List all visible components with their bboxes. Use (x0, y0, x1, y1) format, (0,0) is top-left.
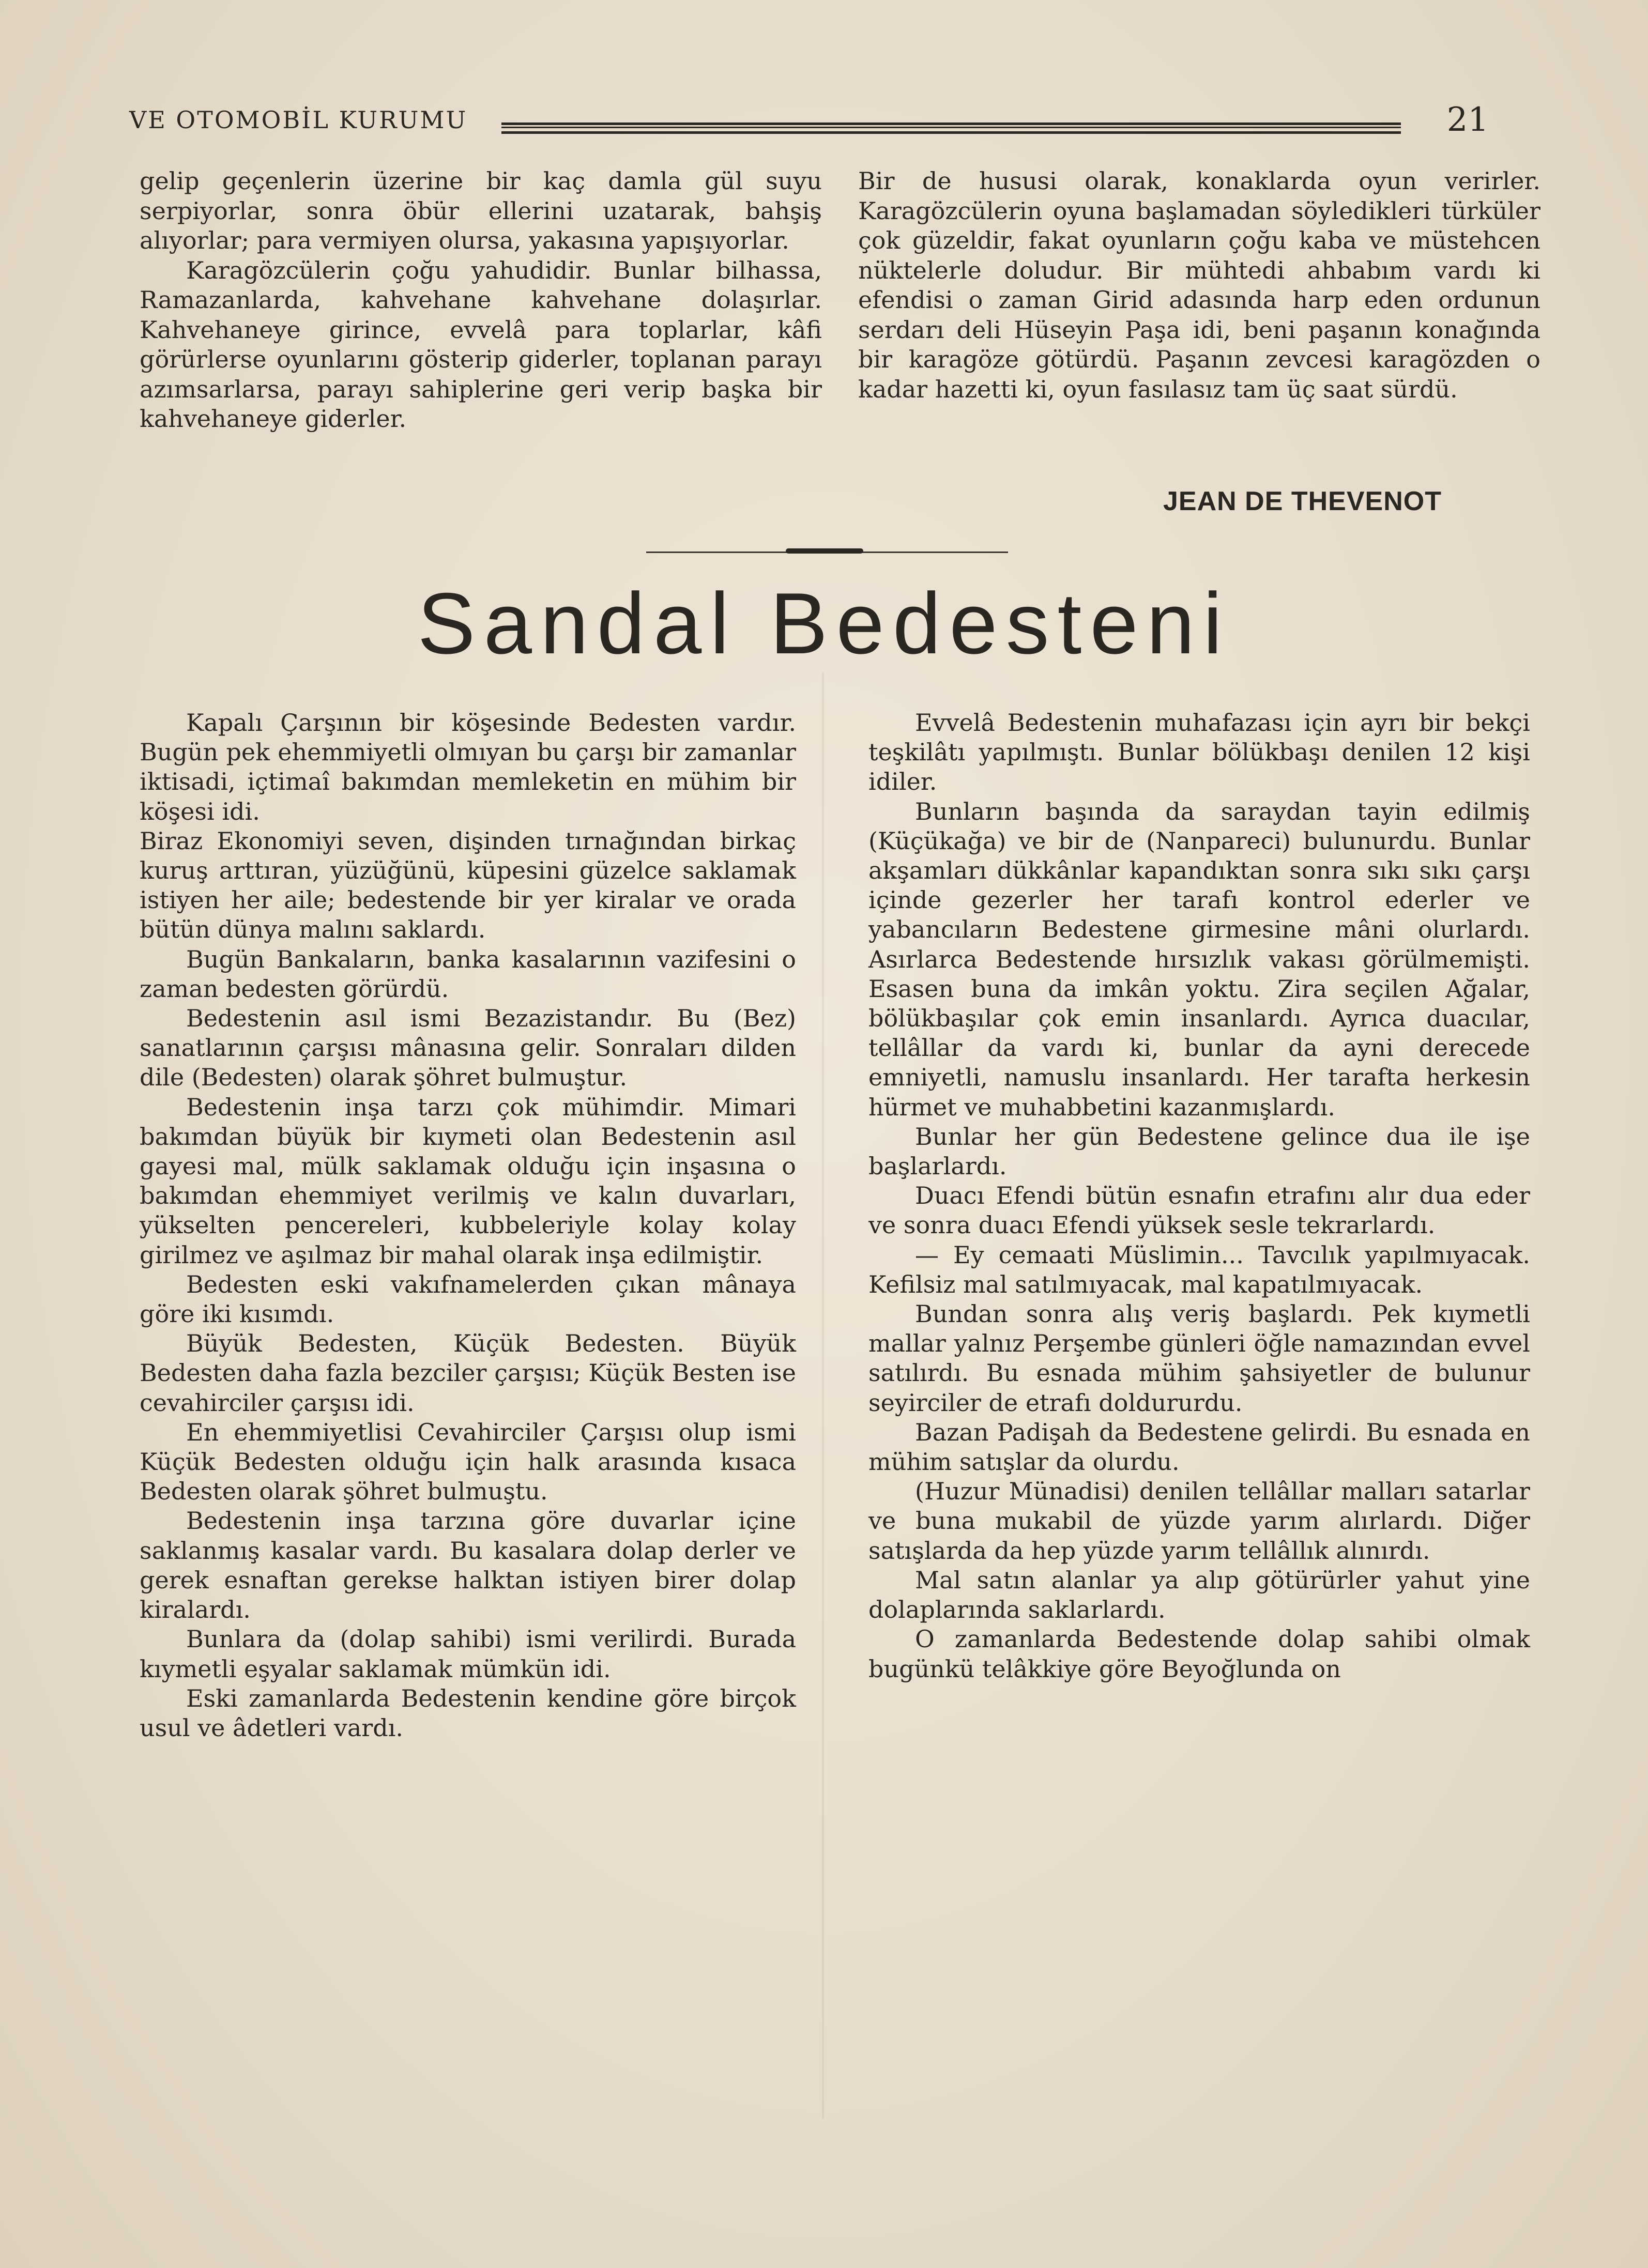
paragraph: Bundan sonra alış veriş başlardı. Pek kıymetli mallar yalnız Perşembe günleri öğle namazından evvel satılırdı. Bu esnada mühim şahsiyetler de bulunur seyirciler de etrafı doldururdu. (868, 1300, 1530, 1417)
paragraph: Bedesten eski vakıfnamelerden çıkan mânaya göre iki kısımdı. (140, 1270, 796, 1328)
page-number: 21 (1446, 101, 1489, 139)
paragraph: Bedestenin asıl ismi Bezazistandır. Bu (Bez) sanatlarının çarşısı mânasına gelir. Sonraları dilden dile (Bedesten) olarak şöhret bulmuştur. (140, 1004, 796, 1092)
header-title: VE OTOMOBİL KURUMU (129, 106, 468, 134)
paragraph: Bugün Bankaların, banka kasalarının vazifesini o zaman bedesten görürdü. (140, 945, 796, 1003)
paper-fold (822, 672, 824, 2119)
paragraph: Bunların başında da saraydan tayin edilmiş (Küçükağa) ve bir de (Nanpareci) bulunurdu. Bunlar akşamları dükkânlar kapandıktan sonra sıkı sıkı çarşı içinde gezerler her tarafı kontrol ederler ve yabancıların Bedestene girmesine mâni olurlardı. Asırlarca Bedestende hırsızlık vakası görülmemişti. Esasen buna da imkân yoktu. Zira seçilen Ağalar, bölükbaşılar çok emin insanlardı. Ayrıca duacılar, tellâllar da vardı ki, bunlar da ayni derecede emniyetli, namuslu insanlardı. Her tarafta herkesin hürmet ve muhabbetini kazanmışlardı. (868, 797, 1530, 1121)
divider-ornament (786, 548, 863, 554)
article-left-column (140, 708, 796, 1743)
header-rule (501, 122, 1401, 134)
paragraph: Karagözcülerin çoğu yahudidir. Bunlar bilhassa, Ramazanlarda, kahvehane kahvehane dolaşırlar. Kahvehaneye girince, evvelâ para toplarlar, kâfi görürlerse oyunlarını gösterip giderler, toplanan parayı azımsarlarsa, parayı sahiplerine geri verip başka bir kahvehaneye giderler. (140, 256, 822, 433)
previous-article-left-column (140, 166, 822, 434)
paragraph: Bedestenin inşa tarzı çok mühimdir. Mimari bakımdan büyük bir kıymeti olan Bedestenin asıl gayesi mal, mülk saklamak olduğu için inşasına o bakımdan ehemmiyet verilmiş ve kalın duvarları, yükselten pencereleri, kubbeleriyle kolay kolay girilmez ve aşılmaz bir mahal olarak inşa edilmiştir. (140, 1093, 796, 1269)
paragraph: O zamanlarda Bedestende dolap sahibi olmak bugünkü telâkkiye göre Beyoğlunda on (868, 1625, 1530, 1683)
paragraph: Bunlar her gün Bedestene gelince dua ile işe başlarlardı. (868, 1122, 1530, 1181)
paragraph: — Ey cemaati Müslimin... Tavcılık yapılmıyacak. Kefilsiz mal satılmıyacak, mal kapatılmıyacak. (868, 1240, 1530, 1298)
paragraph: Bedestenin inşa tarzına göre duvarlar içine saklanmış kasalar vardı. Bu kasalara dolap derler ve gerek esnaftan gerekse halktan istiyen birer dolap kiralardı. (140, 1507, 796, 1624)
paragraph: Mal satın alanlar ya alıp götürürler yahut yine dolaplarında saklarlardı. (868, 1566, 1530, 1624)
paragraph: Evvelâ Bedestenin muhafazası için ayrı bir bekçi teşkilâtı yapılmıştı. Bunlar bölükbaşı denilen 12 kişi idiler. (868, 709, 1530, 796)
paragraph: Bunlara da (dolap sahibi) ismi verilirdi. Burada kıymetli eşyalar saklamak mümkün idi. (140, 1625, 796, 1683)
paragraph: Biraz Ekonomiyi seven, dişinden tırnağından birkaç kuruş arttıran, yüzüğünü, küpesini güzelce saklamak istiyen her aile; bedestende bir yer kiralar ve orada bütün dünya malını saklardı. (140, 826, 796, 944)
paragraph: En ehemmiyetlisi Cevahirciler Çarşısı olup ismi Küçük Bedesten olduğu için halk arasında kısaca Bedesten olarak şöhret bulmuştu. (140, 1418, 796, 1506)
author-signature: JEAN DE THEVENOT (1163, 486, 1442, 516)
paragraph: (Huzur Münadisi) denilen tellâllar malları satarlar ve buna mukabil de yüzde yarım alırlardı. Diğer satışlarda da hep yüzde yarım tellâllık alınırdı. (868, 1477, 1530, 1565)
previous-article-right-column (858, 166, 1540, 404)
paragraph: Büyük Bedesten, Küçük Bedesten. Büyük Bedesten daha fazla bezciler çarşısı; Küçük Besten ise cevahirciler çarşısı idi. (140, 1329, 796, 1417)
paragraph: Eski zamanlarda Bedestenin kendine göre birçok usul ve âdetleri vardı. (140, 1684, 796, 1742)
running-header (129, 101, 1489, 147)
article-right-column (868, 708, 1530, 1684)
paragraph: gelip geçenlerin üzerine bir kaç damla gül suyu serpiyorlar, sonra öbür ellerini uzatarak, bahşiş alıyorlar; para vermiyen olursa, yakasına yapışıyorlar. (140, 167, 822, 254)
article-title: Sandal Bedesteni (417, 575, 1231, 672)
paragraph: Bir de hususi olarak, konaklarda oyun verirler. Karagözcülerin oyuna başlamadan söyledikleri türküler çok güzeldir, fakat oyunların çoğu kaba ve müstehcen nüktelerle doludur. Bir mühtedi ahbabım vardı ki efendisi o zaman Girid adasında harp eden ordunun serdarı deli Hüseyin Paşa idi, beni paşanın konağında bir karagöze götürdü. Paşanın zevcesi karagözden o kadar hazetti ki, oyun fasılasız tam üç saat sürdü. (858, 167, 1540, 403)
paragraph: Bazan Padişah da Bedestene gelirdi. Bu esnada en mühim satışlar da olurdu. (868, 1418, 1530, 1476)
paragraph: Kapalı Çarşının bir köşesinde Bedesten vardır. Bugün pek ehemmiyetli olmıyan bu çarşı bir zamanlar iktisadi, içtimaî bakımdan memleketin en mühim bir köşesi idi. (140, 709, 796, 825)
paragraph: Duacı Efendi bütün esnafın etrafını alır dua eder ve sonra duacı Efendi yüksek sesle tekrarlardı. (868, 1182, 1530, 1239)
